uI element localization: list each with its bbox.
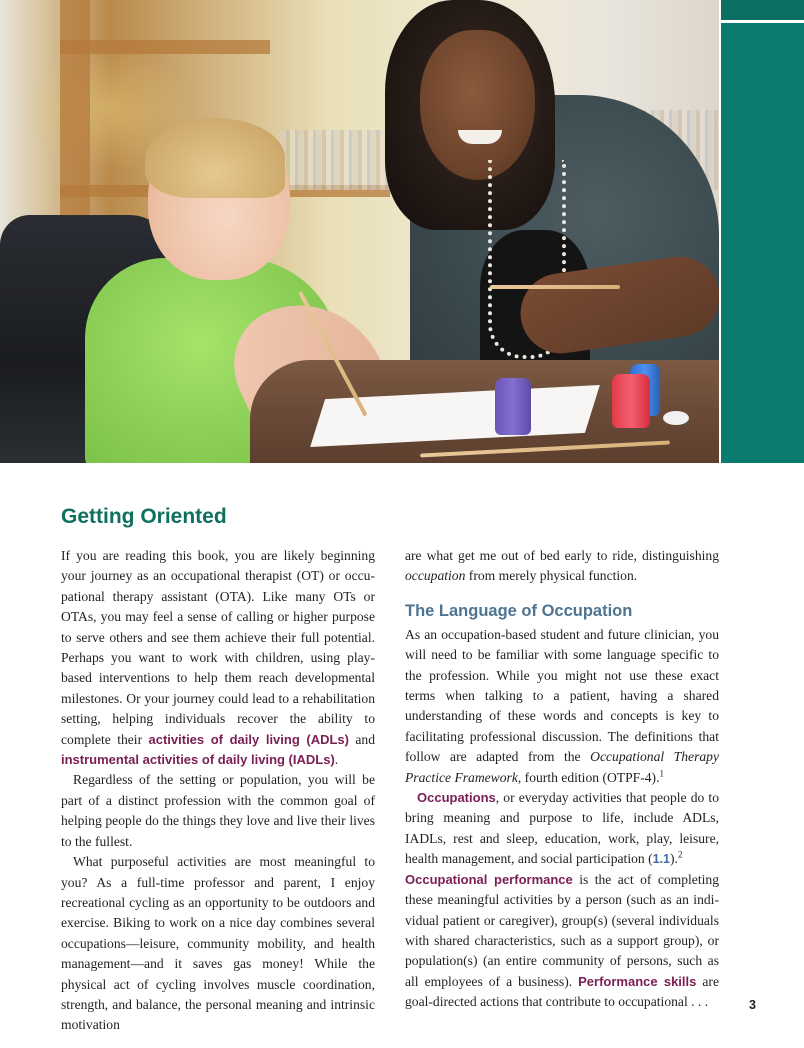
boy-hair	[145, 118, 285, 198]
paragraph-language: As an occupation-based student and future clinician, you will need to be familiar with some language specific to the profession. While you might not use these exact terms when talking to a patient, having a shared understanding of these words and concepts is key to facilitating professional discussion. The definitions that follow are adapted from the Occupational Therapy Practice Framework, fourth edition (OTPF-4).$^1$	[405, 626, 719, 785]
paragraph-cycling: What purposeful activities are most meaningful to you? As a full-time professor and parent, I enjoy recreational cycling as an opportunity to be outdoors and exercise. Biking to work on a nice day combines several occupations—leisure, community mobility, and health management—and it saves gas money! While the physical act of cycling involves muscle coordination, strength, and balance, the personal meaning and intrinsic motivation	[61, 854, 375, 1033]
footnote-ref[interactable]: 2	[677, 849, 683, 860]
paint-jar-lid	[663, 411, 689, 425]
bookshelf-board	[60, 40, 270, 54]
hero-photo	[0, 0, 719, 463]
chapter-color-bar	[721, 23, 804, 463]
bookshelf-books	[280, 130, 390, 190]
woman-face	[420, 30, 535, 180]
page-number: 3	[749, 998, 756, 1012]
italic-occupation: occupation	[405, 568, 466, 584]
paragraph-profession: Regardless of the setting or population, you will be part of a distinct profession with the common goal of helping people do the things they love and live their lives to the fullest.	[61, 772, 375, 849]
key-term-performance-skills: Performance skills	[578, 973, 697, 989]
book-title-otpf: Occupational Therapy Practice Framework	[405, 749, 719, 785]
right-column	[405, 546, 719, 1013]
paragraph-cycling-continued: are what get me out of bed early to ride, distinguishing occupation from merely physical function.	[405, 548, 719, 584]
purple-paint-jar	[495, 378, 531, 435]
figure-cross-reference[interactable]: 1.1	[652, 852, 671, 867]
left-column	[61, 546, 375, 1036]
paintbrush	[490, 285, 620, 289]
footnote-ref[interactable]: 1	[659, 768, 664, 779]
key-term-iadls: instrumental activities of daily living (IADLs)	[61, 752, 335, 768]
key-term-adls: activities of daily living (ADLs)	[148, 731, 349, 747]
paragraph-definitions: Occupations, or everyday activities that people do to bring meaning and purpose to life, include ADLs, IADLs, rest and sleep, education, work, play, leisure, health management, and social participation (1.1).$^2$ Occupational performance is the act of completing these meaningful activities by a person (such as an individual patient or caregiver), group(s) (several individuals with shared characteristics, such as a support group), or population(s) (an entire community of persons, such as all employees of a business). Performance skills are goal-directed actions that contribute to occupational . . .	[405, 790, 719, 1010]
key-term-occupations: Occupations	[417, 790, 496, 806]
key-term-occupational-performance: Occupational performance	[405, 871, 573, 887]
red-paint-jar	[612, 374, 650, 428]
chapter-tab-strip	[721, 0, 804, 20]
bookshelf-post	[60, 0, 90, 250]
section-heading: Getting Oriented	[61, 505, 227, 528]
paragraph-intro: If you are reading this book, you are likely beginning your journey as an occupational therapist (OT) or occupational therapy assistant (OTA). Like many OTs or OTAs, you may feel a sense of calling or higher purpose to serve others and see them achieve their full potential. Perhaps you want to work with children, using play-based interventions to help them reach developmental milestones. Or your journey could lead to a rehabilitation setting, helping individuals recover the ability to complete their activities of daily living (ADLs) and instrumental activities of daily living (IADLs).	[61, 548, 375, 768]
subsection-heading: The Language of Occupation	[405, 601, 633, 620]
